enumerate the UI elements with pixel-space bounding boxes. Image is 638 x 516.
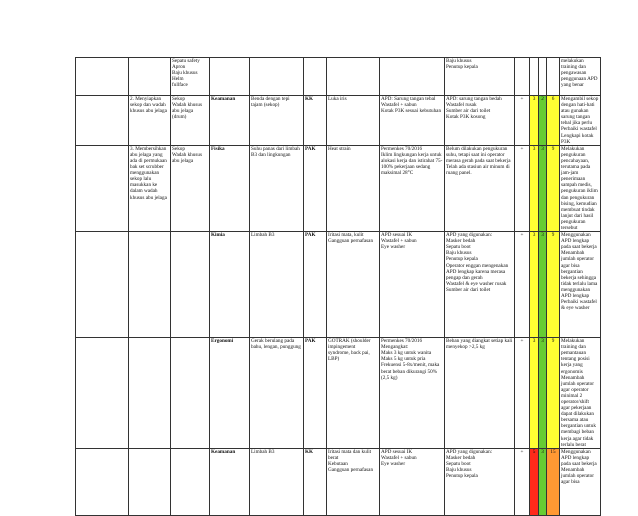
likelihood-cell: 3 [530, 232, 539, 338]
hazard-type-cell: Kimia [210, 232, 250, 338]
activity-cell [129, 448, 171, 515]
severity-cell: 3 [539, 338, 547, 449]
risk-score-cell: 15 [547, 448, 560, 515]
hazard-type-cell: Keamanan [210, 96, 250, 146]
number-cell [76, 96, 129, 146]
hazard-code-cell: PAK [304, 338, 327, 449]
hazard-source-cell: Benda dengan tepi tajam (sekop) [250, 96, 304, 146]
existing-control-cell: APD sesuai IK Wastafel + sabun Eye washer [380, 232, 445, 338]
recommended-control-cell: Melakukan pengukuran pencahayaan, terutama pada jam-jam penerimaan sampah medis, pengukuran iklim dan pengukuran bising, kemudian membuat tindak lanjut dari hasil pengukuran tersebut [560, 145, 601, 231]
hazard-source-cell [250, 58, 304, 96]
hazard-source-cell: Suhu panas dari limbah B3 dan lingkungan [250, 145, 304, 231]
table-row [76, 232, 601, 338]
hazard-source-cell: Limbah B3 [250, 232, 304, 338]
field-condition-cell: APD yang digunakan: Masker bedah Sepatu boot Baju khusus Penutup kepala [445, 448, 515, 515]
existing-control-cell: APD: Sarung tangan tebal Wastafel + sabun Kotak P3K sesuai kebutuhan [380, 96, 445, 146]
field-condition-cell: Beban yang diangkat setiap kali menyekop >2,5 kg [445, 338, 515, 449]
likelihood-cell [530, 58, 539, 96]
severity-cell: 3 [539, 232, 547, 338]
table-row [76, 338, 601, 449]
existing-control-cell: Permenkes 70/2016 Mengangkat: Maks 3 kg untuk wanita Maks 5 kg untuk pria Frekuensi 5-8x/menit, maka berat beban dikurangi 50% (2,5 kg) [380, 338, 445, 449]
tools-cell [171, 232, 210, 338]
hazard-type-cell [210, 58, 250, 96]
sign-cell: + [515, 338, 530, 449]
hazard-type-cell: Fisika [210, 145, 250, 231]
risk-cell: Iritasi mata, kulit Gangguan pernafasan [327, 232, 380, 338]
existing-control-cell [380, 58, 445, 96]
likelihood-cell: 5 [530, 448, 539, 515]
table-row [76, 448, 601, 515]
sign-cell: + [515, 232, 530, 338]
existing-control-cell: Permenkes 70/2016 Iklim lingkungan kerja untuk alokasi kerja dan istirahat 75-100% pekerjaan sedang maksimal 28°C [380, 145, 445, 231]
number-cell [76, 338, 129, 449]
likelihood-cell: 3 [530, 338, 539, 449]
sign-cell [515, 58, 530, 96]
sign-cell: + [515, 96, 530, 146]
activity-cell: 2. Menyiapkan sekop dan wadah khusus abu jelaga [129, 96, 171, 146]
risk-score-cell: 9 [547, 338, 560, 449]
field-condition-cell: APD: sarung tangan bedah Wastafel rusak Sumber air dari toilet Kotak P3K kosong [445, 96, 515, 146]
hazard-code-cell: KK [304, 448, 327, 515]
tools-cell [171, 338, 210, 449]
sign-cell: + [515, 145, 530, 231]
risk-cell [327, 58, 380, 96]
activity-cell [129, 232, 171, 338]
hazard-source-cell: Limbah B3 [250, 448, 304, 515]
tools-cell: Sepatu safety Apron Baju khusus Helm fullface [171, 58, 210, 96]
risk-cell: Luka iris [327, 96, 380, 146]
recommended-control-cell: Menggunakan APD lengkap pada saat bekerja Menambah jumlah operator agar bisa [560, 448, 601, 515]
tools-cell [171, 448, 210, 515]
tools-cell: Sekop Wadah khusus abu jelaga (drum) [171, 96, 210, 146]
hazard-type-cell: Ergonomi [210, 338, 250, 449]
number-cell [76, 145, 129, 231]
risk-cell: Iritasi mata dan kulit berat Kebutaan Gangguan pernafasan [327, 448, 380, 515]
likelihood-cell: 3 [530, 96, 539, 146]
number-cell [76, 232, 129, 338]
sign-cell: + [515, 448, 530, 515]
recommended-control-cell: Melakukan training dan pemantauan tentang posisi kerja yang ergonomis Menambah jumlah operator agar operator minimal 2 operator/shift agar pekerjaan dapat dilakukan bersama atau bergantian untuk membagi beban kerja agar tidak terlalu berat [560, 338, 601, 449]
existing-control-cell: APD sesuai IK Wastafel + sabun Eye washer [380, 448, 445, 515]
activity-cell: 3. Membersihkan abu jelaga yang ada di permukaan bak set scrubber menggunakan sekop lalu masukkan ke dalam wadah khusus abu jelaga [129, 145, 171, 231]
severity-cell: 2 [539, 96, 547, 146]
number-cell [76, 448, 129, 515]
hazard-risk-table [75, 57, 601, 516]
activity-cell [129, 338, 171, 449]
risk-score-cell [547, 58, 560, 96]
hazard-source-cell: Gerak berulang pada bahu, lengan, punggung [250, 338, 304, 449]
hazard-type-cell: Keamanan [210, 448, 250, 515]
tools-cell: Sekop Wadah khusus abu jelaga [171, 145, 210, 231]
field-condition-cell: Belum dilakukan pengukuran suhu, tetapi saat ini operator merasa gerah pada saat bekerja Telah ada stasiun air minum di ruang panel. [445, 145, 515, 231]
hazard-code-cell: PAK [304, 145, 327, 231]
likelihood-cell: 3 [530, 145, 539, 231]
risk-cell: Heat strain [327, 145, 380, 231]
recommended-control-cell: Mengambil sekop dengan hati-hati atau gunakan sarung tangan tebal jika perlu Perbaiki wastafel Lengkapi kotak P3K [560, 96, 601, 146]
risk-score-cell: 9 [547, 232, 560, 338]
hazard-code-cell: PAK [304, 232, 327, 338]
table-row [76, 58, 601, 96]
risk-cell: GOTRAK (shoulder impingement syndrome, back pai, LBP) [327, 338, 380, 449]
severity-cell [539, 58, 547, 96]
severity-cell: 3 [539, 448, 547, 515]
number-cell [76, 58, 129, 96]
table-row [76, 145, 601, 231]
recommended-control-cell: melakukan training dan pengawasan penggunaan APD yang benar [560, 58, 601, 96]
risk-score-cell: 9 [547, 145, 560, 231]
field-condition-cell: APD yang digunakan: Masker bedah Sepatu boot Baju khusus Penutup kepala Operator enggan mengenakan APD lengkap karena merasa pengap dan gerah Wastafel & eye washer rusak Sumber air dari toilet [445, 232, 515, 338]
activity-cell [129, 58, 171, 96]
table-row [76, 96, 601, 146]
hazard-code-cell [304, 58, 327, 96]
risk-score-cell: 6 [547, 96, 560, 146]
recommended-control-cell: Menggunakan APD lengkap pada saat bekerja Menambah jumlah operator agar bisa bergantian bekerja sehingga tidak terlalu lama menggunakan APD lengkap Perbaiki wastafel & eye washer [560, 232, 601, 338]
severity-cell: 3 [539, 145, 547, 231]
hazard-code-cell: KK [304, 96, 327, 146]
field-condition-cell: Baju khusus Penutup kepala [445, 58, 515, 96]
